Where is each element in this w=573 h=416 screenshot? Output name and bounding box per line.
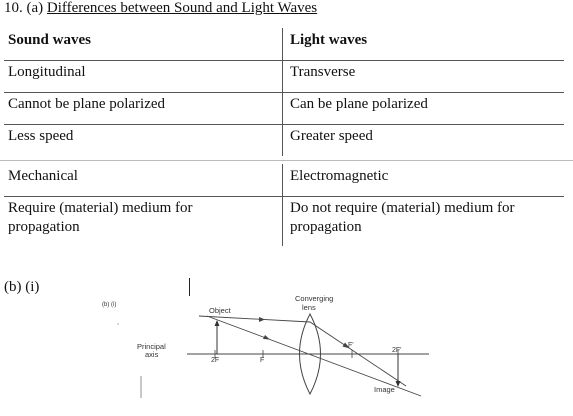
table-divider	[0, 160, 573, 161]
question-title	[4, 0, 317, 17]
ray-arrow	[263, 335, 270, 340]
table-cell-light: Do not require (material) medium for propagation	[290, 200, 515, 235]
lens-ray-diagram	[95, 292, 435, 416]
question-number: 10. (a)	[4, 0, 44, 16]
part-b-label: (b) (i)	[4, 279, 40, 295]
question-heading: Differences between Sound and Light Waves	[46, 0, 318, 16]
object-arrowhead	[215, 320, 220, 326]
scan-artifact	[117, 323, 118, 324]
table-cell-sound: Require (material) medium for propagation	[8, 200, 193, 235]
table-cell-light: Greater speed	[290, 128, 373, 144]
diagram-small-label: (b) (i)	[102, 302, 117, 308]
table-divider	[4, 124, 564, 125]
principal-axis-label: axis	[145, 350, 159, 359]
light-ray	[207, 316, 421, 396]
focal-label-2f-prime: 2F'	[392, 347, 402, 354]
table-divider	[4, 60, 564, 61]
table-cell-light: Transverse	[290, 64, 356, 80]
image-arrowhead	[396, 381, 401, 387]
ray-arrow	[259, 317, 265, 322]
principal-axis-label: Principal	[137, 342, 166, 351]
focal-label-f: F	[260, 357, 265, 364]
header-sound-waves: Sound waves	[8, 32, 91, 48]
table-cell-light: Electromagnetic	[290, 168, 389, 184]
lens-label: Converging	[295, 294, 334, 303]
table-cell-sound: Mechanical	[8, 168, 78, 184]
table-cell-light: Can be plane polarized	[290, 96, 428, 112]
header-light-waves: Light waves	[290, 32, 368, 48]
column-divider	[282, 28, 283, 156]
object-label: Object	[209, 306, 231, 315]
table-cell-sound: Cannot be plane polarized	[8, 96, 166, 112]
table-divider	[4, 92, 564, 93]
focal-label-f-prime: F'	[348, 342, 354, 349]
table-cell-sound: Longitudinal	[8, 64, 86, 80]
table-cell-sound: Less speed	[8, 128, 74, 144]
focal-label-2f: 2F	[211, 357, 220, 364]
column-divider	[282, 164, 283, 246]
comparison-table	[0, 20, 573, 246]
table-divider	[4, 196, 564, 197]
lens-label: lens	[302, 303, 316, 312]
image-label: Image	[374, 385, 395, 394]
